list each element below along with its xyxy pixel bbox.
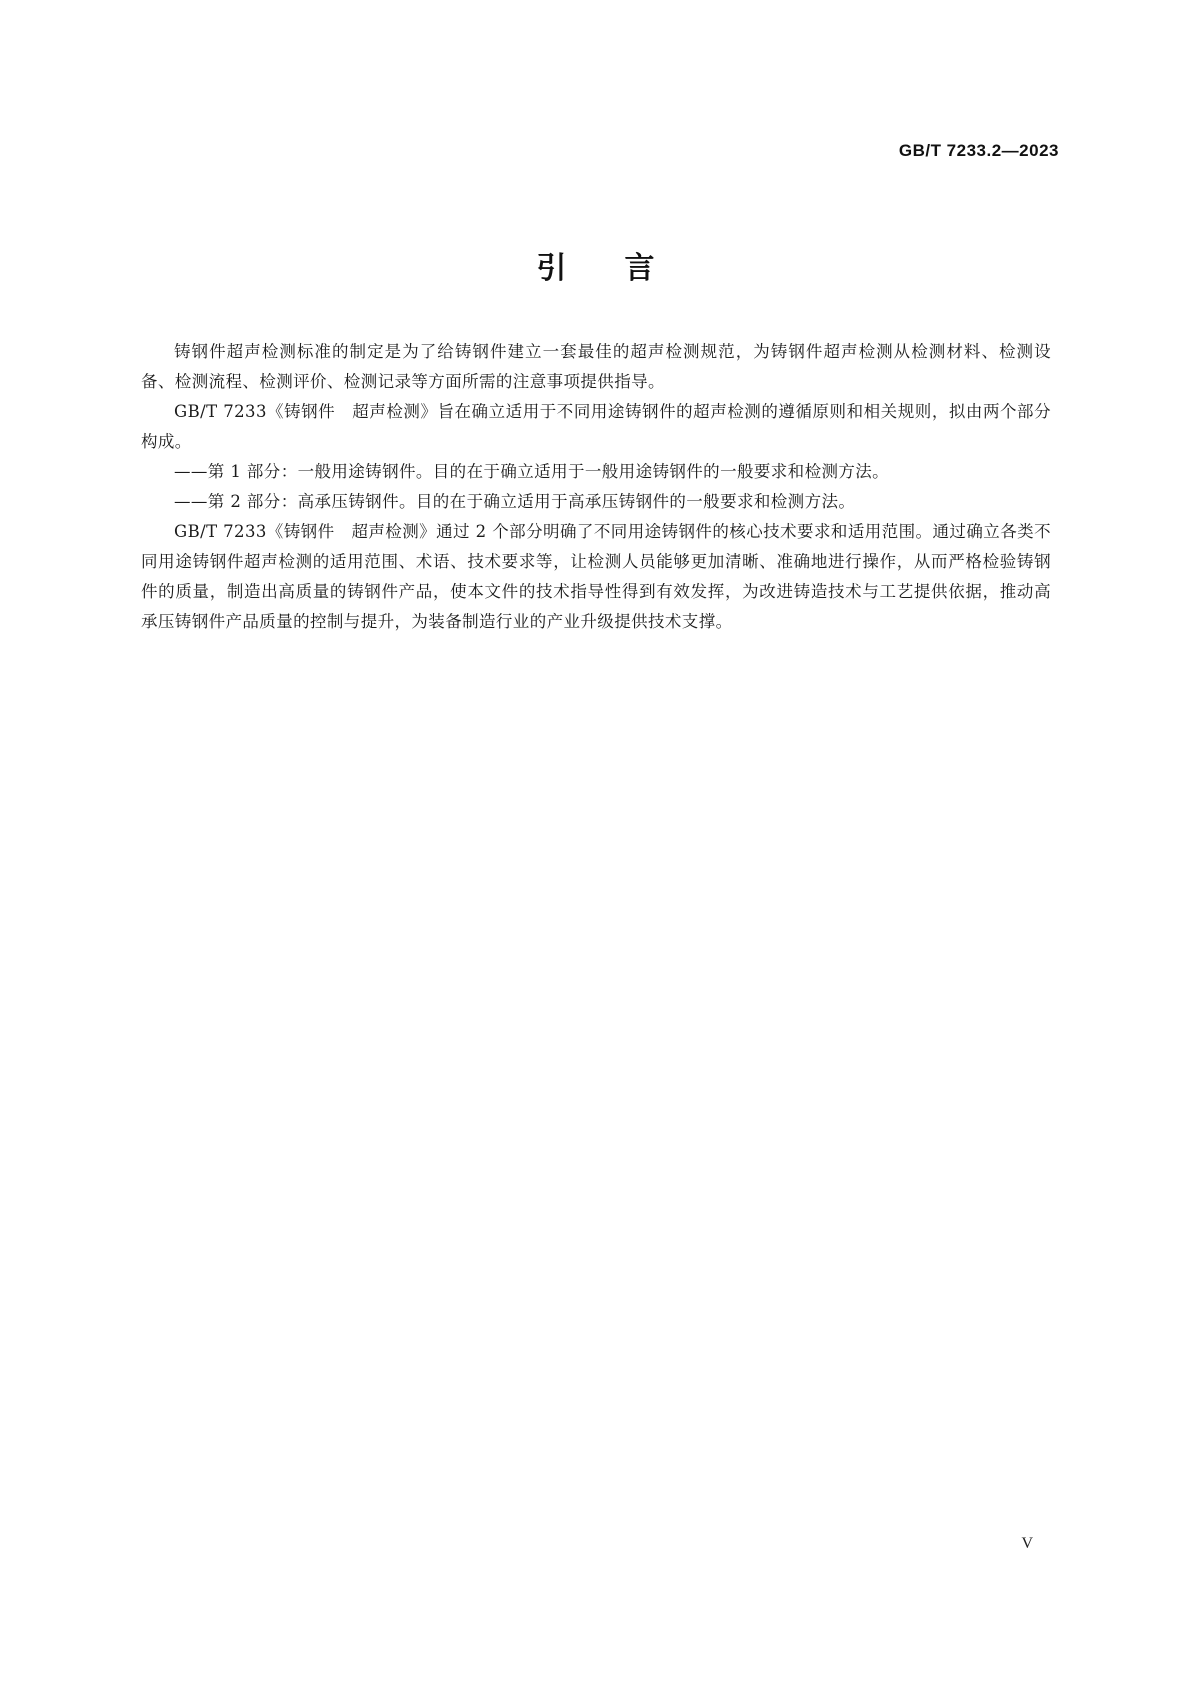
page-number: V bbox=[1021, 1535, 1033, 1552]
body-text bbox=[141, 337, 1051, 637]
paragraph-structure: GB/T 7233《铸钢件 超声检测》旨在确立适用于不同用途铸钢件的超声检测的遵循原则和相关规则，拟由两个部分构成。 bbox=[141, 402, 1051, 451]
list-item-part-1: ——第 1 部分：一般用途铸钢件。目的在于确立适用于一般用途铸钢件的一般要求和检测方法。 bbox=[174, 462, 890, 481]
paragraph-purpose: 铸钢件超声检测标准的制定是为了给铸钢件建立一套最佳的超声检测规范，为铸钢件超声检测从检测材料、检测设备、检测流程、检测评价、检测记录等方面所需的注意事项提供指导。 bbox=[141, 342, 1051, 391]
page-title: 引言 bbox=[536, 251, 713, 286]
document-code: GB/T 7233.2—2023 bbox=[898, 141, 1059, 160]
list-item-part-2: ——第 2 部分：高承压铸钢件。目的在于确立适用于高承压铸钢件的一般要求和检测方法。 bbox=[174, 492, 856, 511]
paragraph-summary: GB/T 7233《铸钢件 超声检测》通过 2 个部分明确了不同用途铸钢件的核心技术要求和适用范围。通过确立各类不同用途铸钢件超声检测的适用范围、术语、技术要求等，让检测人员能够更加清晰、准确地进行操作，从而严格检验铸钢件的质量，制造出高质量的铸钢件产品，使本文件的技术指导性得到有效发挥，为改进铸造技术与工艺提供依据，推动高承压铸钢件产品质量的控制与提升，为装备制造行业的产业升级提供技术支撑。 bbox=[141, 522, 1051, 631]
